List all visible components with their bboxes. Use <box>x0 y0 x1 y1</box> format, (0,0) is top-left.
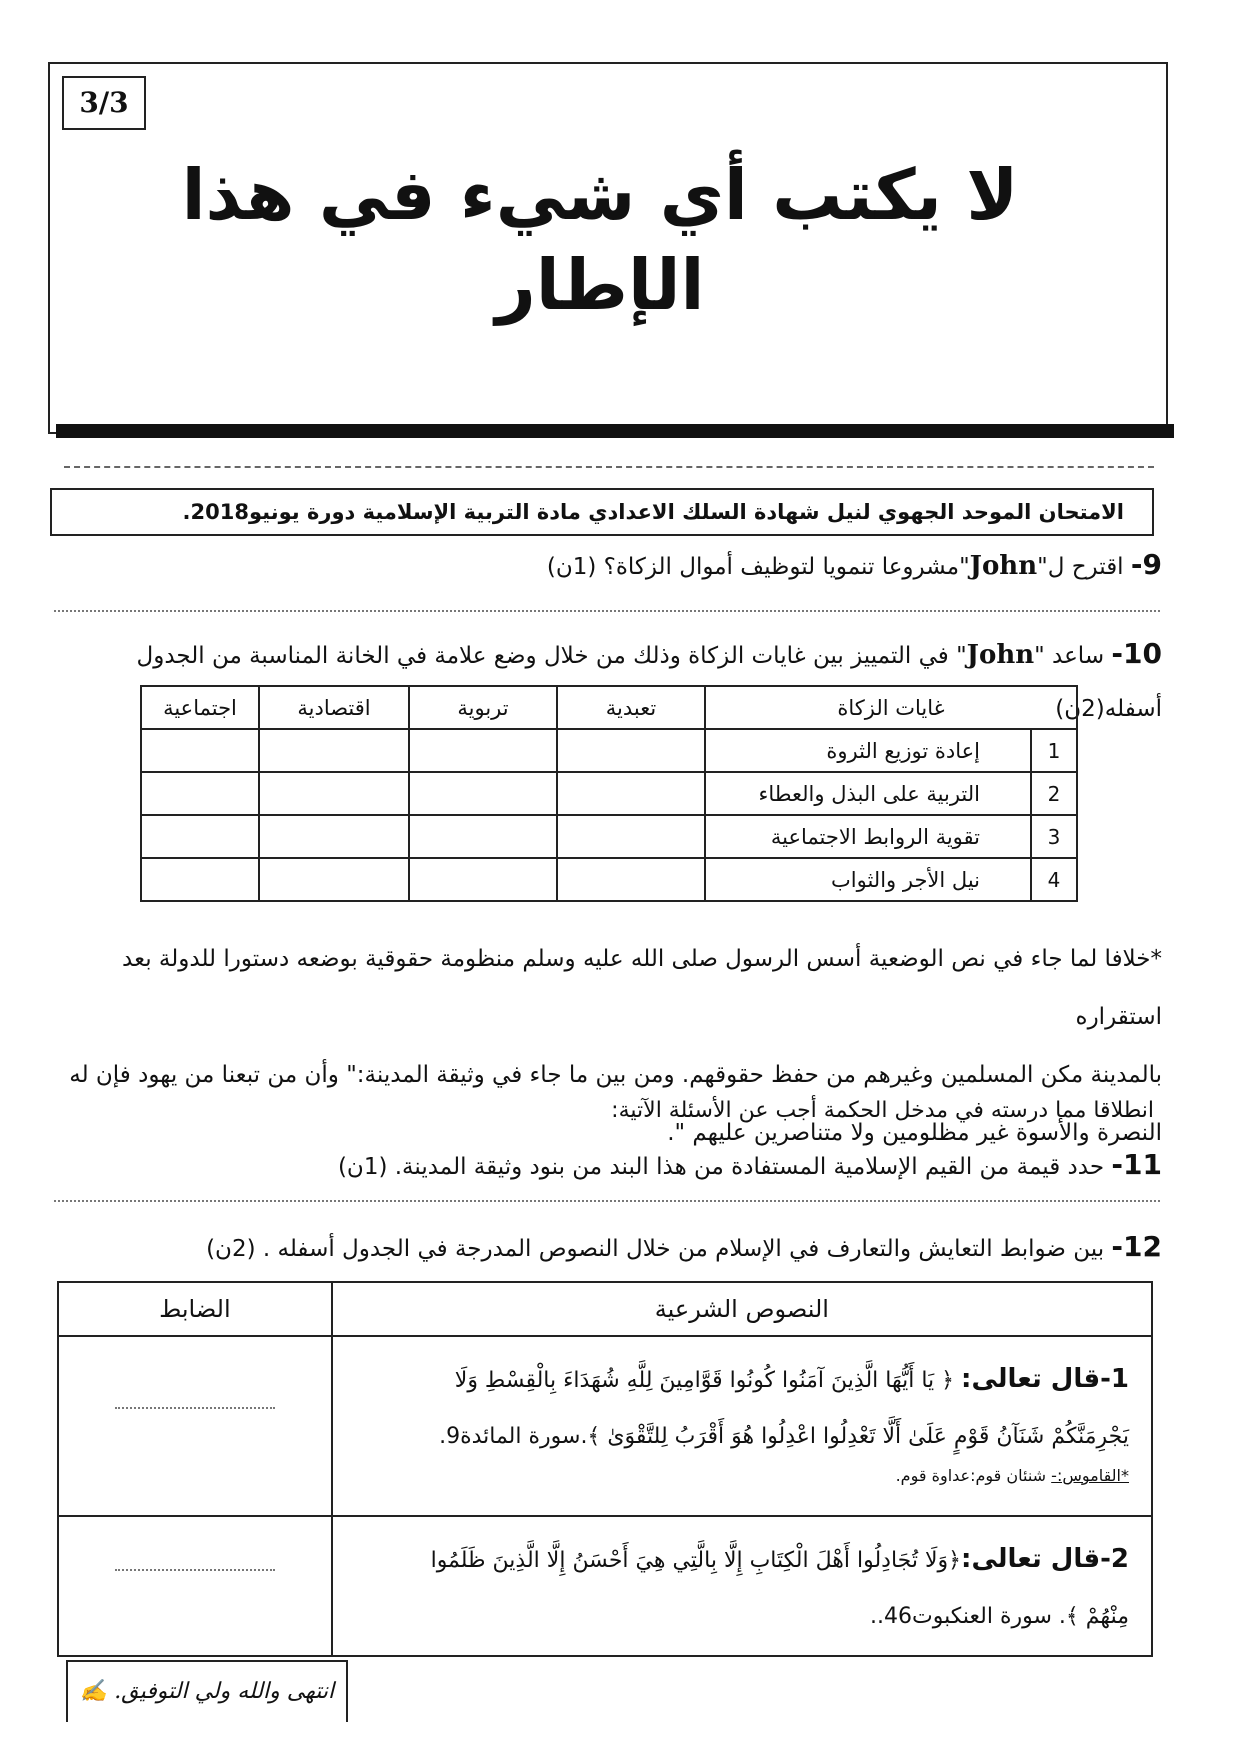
glossary <box>343 1465 1129 1487</box>
header-cell: اقتصادية <box>259 686 409 729</box>
question-number: 9- <box>1130 548 1162 581</box>
question-9 <box>50 548 1162 584</box>
mark-cell[interactable] <box>141 815 259 858</box>
row-label: التربية على البذل والعطاء <box>705 772 1031 815</box>
mark-cell[interactable] <box>259 858 409 901</box>
table-row <box>58 1336 1152 1516</box>
row-number: 4 <box>1031 858 1077 901</box>
header-cell: غايات الزكاة <box>705 686 1077 729</box>
table-row <box>141 858 1077 901</box>
header-cell: النصوص الشرعية <box>332 1282 1152 1336</box>
table-header-row <box>58 1282 1152 1336</box>
question-text: حدد قيمة من القيم الإسلامية المستفادة من هذا البند من بنود وثيقة المدينة. (1ن) <box>337 1154 1105 1180</box>
mark-cell[interactable] <box>141 858 259 901</box>
glossary-label: *القاموس:- <box>1051 1466 1129 1485</box>
answer-dots <box>115 1569 275 1571</box>
question-text: ساعد " <box>1034 643 1105 669</box>
verse-text: ﴿ يَا أَيُّهَا الَّذِينَ آمَنُوا كُونُوا قَوَّامِينَ لِلَّهِ شُهَدَاءَ بِالْقِسْطِ وَلَا <box>454 1368 955 1393</box>
question-10 <box>50 637 1162 673</box>
table-row <box>141 772 1077 815</box>
question-11 <box>50 1148 1162 1184</box>
header-cell: الضابط <box>58 1282 332 1336</box>
question-12 <box>50 1230 1162 1266</box>
mark-cell[interactable] <box>409 772 557 815</box>
glossary-text: شنئان قوم:عداوة قوم. <box>895 1466 1047 1485</box>
mark-cell[interactable] <box>141 772 259 815</box>
table-row <box>141 729 1077 772</box>
verse-text: مِنْهُمْ ﴾. سورة العنكبوت46.. <box>870 1604 1129 1629</box>
table-header-row <box>141 686 1077 729</box>
cut-line <box>64 466 1154 468</box>
answer-cell[interactable] <box>58 1336 332 1516</box>
question-10-points: أسفله(2ن) <box>1055 696 1162 722</box>
header-cell: اجتماعية <box>141 686 259 729</box>
row-number: 3 <box>1031 815 1077 858</box>
verse-cell <box>332 1516 1152 1656</box>
question-number: 10- <box>1111 637 1162 670</box>
mark-cell[interactable] <box>141 729 259 772</box>
no-writing-banner: لا يكتب أي شيء في هذا الإطار <box>181 154 1019 326</box>
student-name: John <box>969 551 1038 581</box>
situation-line: *خلافا لما جاء في نص الوضعية أسس الرسول صلى الله عليه وسلم منظومة حقوقية بوضعه دستورا للدولة بعد استقراره <box>122 946 1162 1030</box>
page-number: 3/3 <box>62 76 146 130</box>
mark-cell[interactable] <box>557 858 705 901</box>
question-number: 11- <box>1111 1148 1162 1181</box>
answer-cell[interactable] <box>58 1516 332 1656</box>
zakat-table <box>140 685 1078 902</box>
question-text: "مشروعا تنمويا لتوظيف أموال الزكاة؟ (1ن) <box>546 554 970 580</box>
verse-text: يَجْرِمَنَّكُمْ شَنَآنُ قَوْمٍ عَلَىٰ أَلَّا تَعْدِلُوا اعْدِلُوا هُوَ أَقْرَبُ لِلتَّقْوَىٰ ﴾.سورة المائدة9. <box>439 1424 1129 1449</box>
mark-cell[interactable] <box>259 729 409 772</box>
question-text: بين ضوابط التعايش والتعارف في الإسلام من خلال النصوص المدرجة في الجدول أسفله . (2ن) <box>206 1236 1105 1262</box>
mark-cell[interactable] <box>409 729 557 772</box>
situation-line: النصرة والأسوة غير مظلومين ولا متناصرين عليهم ". <box>667 1120 1162 1146</box>
row-label: نيل الأجر والثواب <box>705 858 1031 901</box>
mark-cell[interactable] <box>259 815 409 858</box>
row-label: إعادة توزيع الثروة <box>705 729 1031 772</box>
verse-label: 2-قال تعالى: <box>961 1544 1129 1574</box>
question-text: " في التمييز بين غايات الزكاة وذلك من خلال وضع علامة في الخانة المناسبة من الجدول <box>136 643 967 669</box>
answer-line-11[interactable] <box>54 1200 1160 1202</box>
exam-title: الامتحان الموحد الجهوي لنيل شهادة السلك الاعدادي مادة التربية الإسلامية دورة يونيو2018. <box>50 488 1154 536</box>
mark-cell[interactable] <box>259 772 409 815</box>
mark-cell[interactable] <box>557 729 705 772</box>
answer-line-9[interactable] <box>54 610 1160 612</box>
mark-cell[interactable] <box>409 815 557 858</box>
question-text: اقترح ل" <box>1037 554 1124 580</box>
verse-text: ﴿وَلَا تُجَادِلُوا أَهْلَ الْكِتَابِ إِلَّا بِالَّتِي هِيَ أَحْسَنُ إِلَّا الَّذِينَ ظَلَمُوا <box>430 1548 962 1573</box>
header-cell: تربوية <box>409 686 557 729</box>
mark-cell[interactable] <box>409 858 557 901</box>
table-row <box>58 1516 1152 1656</box>
closing-signature: انتهى والله ولي التوفيق. ✍ <box>66 1660 348 1722</box>
frame-shadow <box>56 424 1174 438</box>
answer-dots <box>115 1407 275 1409</box>
row-number: 2 <box>1031 772 1077 815</box>
situation-line: بالمدينة مكن المسلمين وغيرهم من حفظ حقوقهم. ومن بين ما جاء في وثيقة المدينة:" وأن من تبعنا من يهود فإن له <box>69 1062 1162 1088</box>
mark-cell[interactable] <box>557 772 705 815</box>
question-number: 12- <box>1111 1230 1162 1263</box>
row-label: تقوية الروابط الاجتماعية <box>705 815 1031 858</box>
mark-cell[interactable] <box>557 815 705 858</box>
verse-cell <box>332 1336 1152 1516</box>
header-cell: تعبدية <box>557 686 705 729</box>
table-row <box>141 815 1077 858</box>
instruction: انطلاقا مما درسته في مدخل الحكمة أجب عن الأسئلة الآتية: <box>611 1098 1154 1123</box>
verse-label: 1-قال تعالى: <box>961 1364 1129 1394</box>
texts-table <box>57 1281 1153 1657</box>
row-number: 1 <box>1031 729 1077 772</box>
student-name: John <box>966 640 1035 670</box>
